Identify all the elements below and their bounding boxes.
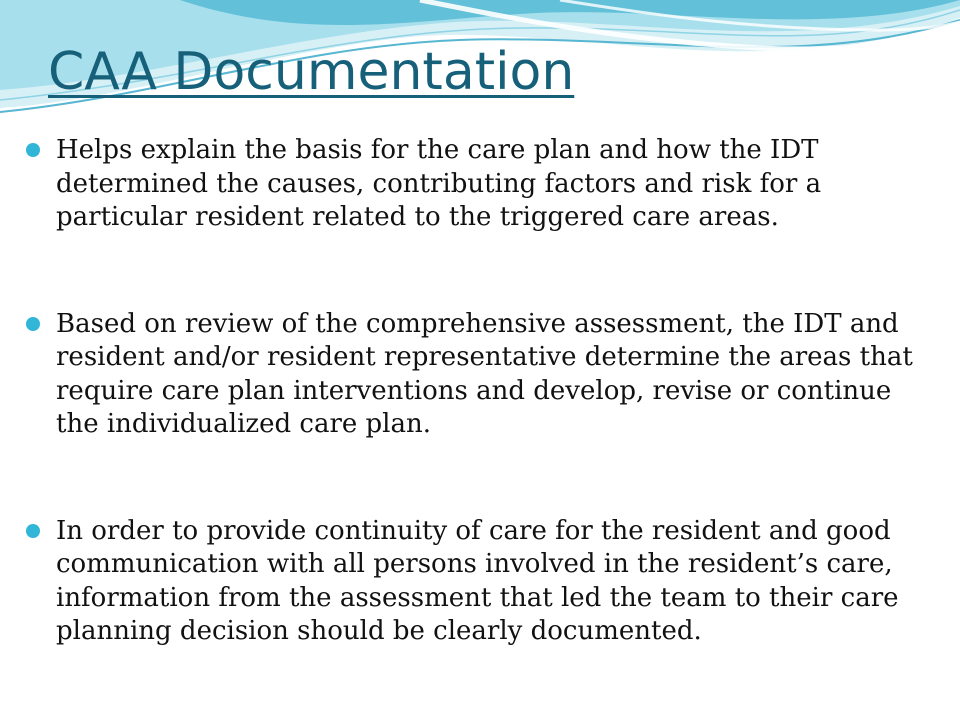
bullet-marker-icon — [26, 524, 40, 538]
bullet-item — [24, 515, 936, 649]
bullet-marker-icon — [26, 143, 40, 157]
bullet-text: Based on review of the comprehensive assessment, the IDT and resident and/or resident representative determine the areas that require care plan interventions and develop, revise or continue the individualized care plan. — [56, 308, 913, 439]
bullet-item — [24, 308, 936, 442]
slide-title: CAA Documentation — [48, 42, 575, 102]
bullet-text: In order to provide continuity of care for the resident and good communication with all persons involved in the resident’s care, information from the assessment that led the team to their care planning decision should be clearly documented. — [56, 515, 899, 646]
bullet-item — [24, 134, 936, 235]
bullet-marker-icon — [26, 317, 40, 331]
bullet-list — [24, 134, 936, 649]
bullet-text: Helps explain the basis for the care plan and how the IDT determined the causes, contributing factors and risk for a particular resident related to the triggered care areas. — [56, 135, 822, 232]
